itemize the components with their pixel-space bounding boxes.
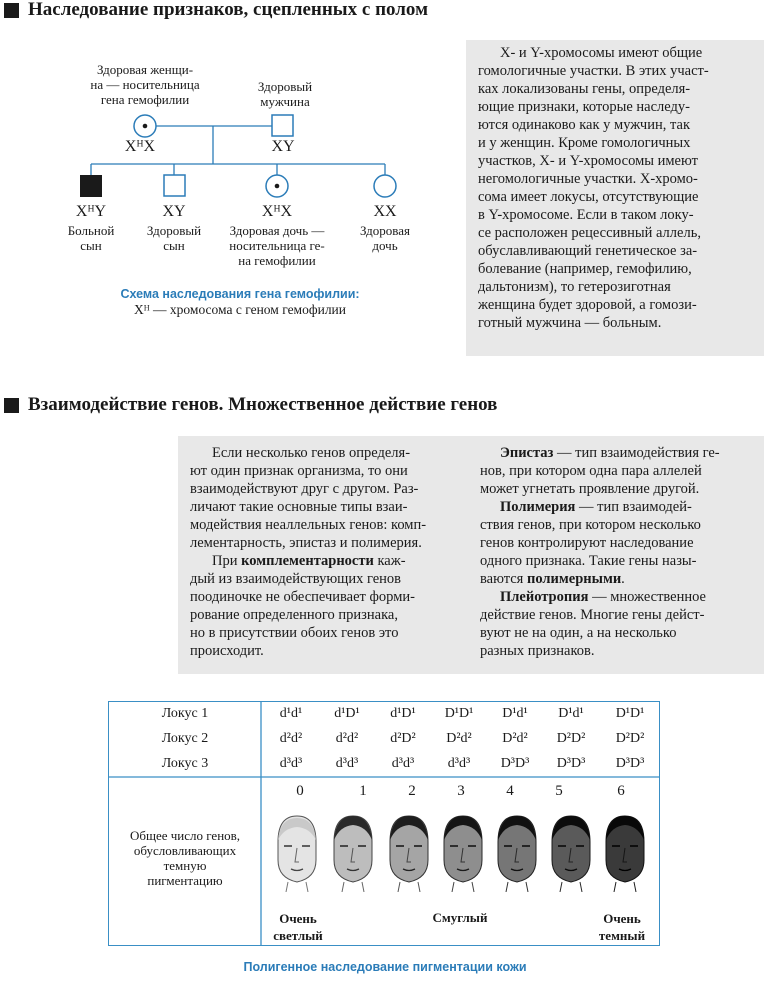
genotype-cell: d²D² — [390, 731, 416, 746]
father-symbol — [272, 115, 293, 136]
child-genotype: XX — [373, 203, 397, 220]
healthy-daughter-symbol — [374, 175, 396, 197]
genotype-cell: D²d² — [446, 731, 472, 746]
child-genotype: XᴴY — [75, 203, 107, 220]
locus-label: Локус 3 — [161, 756, 209, 771]
genotype-cell: D¹d¹ — [558, 706, 584, 721]
mother-label: Здоровая женщи- на — носительница гена гемофилии — [90, 62, 200, 107]
father-genotype: XY — [271, 138, 295, 155]
face-illustration — [492, 812, 542, 892]
genotype-cell: D²D² — [615, 731, 645, 746]
child-label: Здоровая дочь — носительница ге- на гемофилии — [229, 223, 325, 268]
face-illustration — [272, 812, 322, 892]
genotype-cell: d¹D¹ — [334, 706, 360, 721]
locus-label: Локус 1 — [161, 706, 209, 721]
right-column: Эпистаз — тип взаимодействия ге- нов, при котором одна пара аллелей может угнетать проявление другой. Полимерия — тип взаимодей- ствия генов, при котором несколько генов контролируют наследование одного признака. Такие гены назы- ваются полимерными. Плейотропия — множественное действие генов. Многие гены дейст- вуют не на один, а на несколько разных признаков. — [480, 445, 720, 659]
genotype-cell: D²d² — [502, 731, 528, 746]
gene-count: 5 — [555, 783, 563, 799]
gene-count: 0 — [296, 783, 304, 799]
child-genotype: XY — [162, 203, 186, 220]
locus-label: Локус 2 — [161, 731, 209, 746]
child-label: Здоровая дочь — [359, 223, 411, 253]
genotype-cell: d³d³ — [279, 756, 303, 771]
gene-count-row-label: Общее число генов, обусловливающих темную пигментацию — [129, 828, 241, 888]
genotype-cell: D¹d¹ — [502, 706, 528, 721]
genotype-cell: d³d³ — [391, 756, 415, 771]
face-illustration — [384, 812, 434, 892]
gene-count: 6 — [617, 783, 625, 799]
gene-count: 4 — [506, 783, 514, 799]
genotype-cell: d³d³ — [335, 756, 359, 771]
face-illustration — [600, 812, 650, 892]
scale-label-light: Очень светлый — [273, 911, 323, 943]
genotype-cell: D²D² — [556, 731, 586, 746]
healthy-son-symbol — [164, 175, 185, 196]
mother-genotype: XᴴX — [124, 138, 156, 155]
genotype-cell: D³D³ — [556, 756, 586, 771]
genotype-cell: d²d² — [335, 731, 359, 746]
section-title: Взаимодействие генов. Множественное действие генов — [28, 394, 498, 415]
section-bullet — [4, 398, 19, 413]
pedigree-note: Xᴴ — хромосома с геном гемофилии — [133, 302, 347, 317]
genotype-cell: d¹D¹ — [390, 706, 416, 721]
face-illustration — [328, 812, 378, 892]
scale-label-swarthy: Смуглый — [432, 910, 488, 925]
genotype-cell: d¹d¹ — [279, 706, 303, 721]
gene-count: 3 — [457, 783, 465, 799]
genotype-cell: D¹D¹ — [444, 706, 474, 721]
child-label: Здоровый сын — [146, 223, 202, 253]
genotype-cell: d³d³ — [447, 756, 471, 771]
affected-son-symbol — [80, 175, 102, 197]
chromosome-info-box: X- и Y-хромосомы имеют общие гомологичные участки. В этих участ- ках локализованы гены, определя- ющие признаки, которые наследу- ются одинаково как у мужчин, так и у женщин. Кроме гомологичных участков, X- и Y-хромосомы имеют негомологичные участки. X-хромо- сома имеет локусы, отсутствующие в Y-хромосоме. Если в таком локу- се расположен рецессивный аллель, обуславливающий генетическое за- болевание (например, гемофилию, дальтонизм), то гетерозиготная женщина будет здоровой, а гомози- готный мужчина — больным. — [466, 40, 764, 356]
pedigree-caption: Схема наследования гена гемофилии: — [120, 287, 360, 301]
gene-count: 2 — [408, 783, 416, 799]
face-illustration — [546, 812, 596, 892]
gene-count: 1 — [359, 783, 367, 799]
face-illustration — [438, 812, 488, 892]
scale-label-dark: Очень темный — [598, 911, 646, 943]
child-genotype: XᴴX — [261, 203, 293, 220]
left-column: Если несколько генов определя- ют один признак организма, то они взаимодействуют друг с другом. Раз- личают такие основные типы взаи- модействия неаллельных генов: комп- лементарность, эпистаз и полимерия. При комплементарности каж- дый из взаимодействующих генов поодиночке не обеспечивает форми- рование определенного признака, но в присутствии обоих генов это происходит. — [190, 445, 427, 659]
gene-interaction-box — [178, 436, 764, 674]
father-label: Здоровый мужчина — [257, 79, 313, 109]
genotype-cell: d²d² — [279, 731, 303, 746]
genotype-cell: D³D³ — [615, 756, 645, 771]
genotype-cell: D³D³ — [500, 756, 530, 771]
child-label: Больной сын — [67, 223, 115, 253]
section-title: Наследование признаков, сцепленных с полом — [28, 0, 429, 20]
table-caption: Полигенное наследование пигментации кожи — [243, 960, 527, 974]
genotype-cell: D¹D¹ — [615, 706, 645, 721]
